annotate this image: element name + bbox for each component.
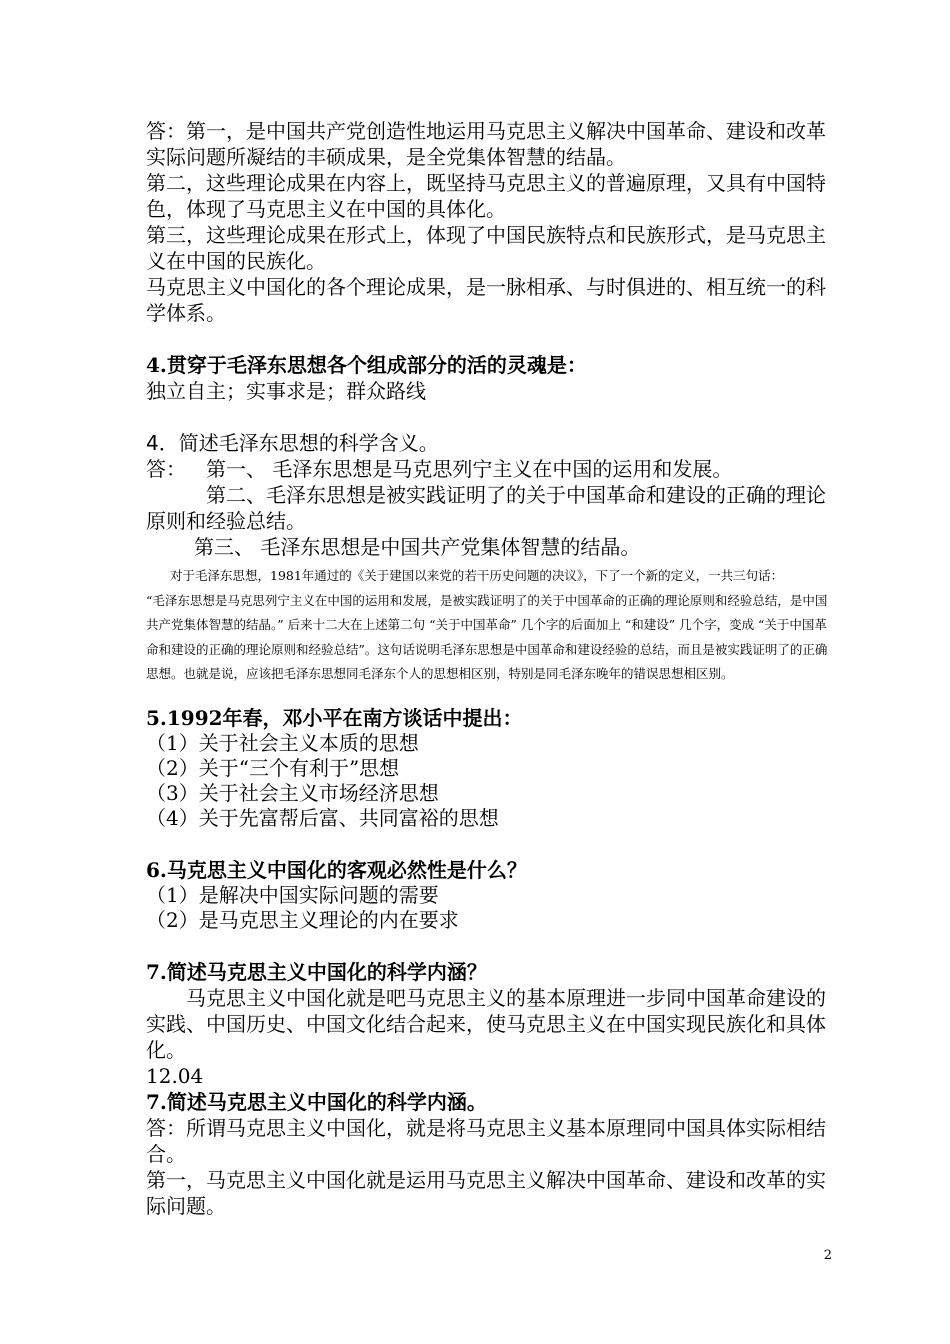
section4b-answer-row — [146, 456, 838, 482]
page-content — [146, 118, 838, 1219]
section7b-heading: 7.简述马克思主义中国化的科学内涵。 — [146, 1089, 487, 1114]
section5-item-4: （4）关于先富帮后富、共同富裕的思想 — [146, 805, 499, 830]
section4b-point3: 第三、 毛泽东思想是中国共产党集体智慧的结晶。 — [194, 535, 641, 559]
spacer — [146, 326, 838, 352]
section6-item-2: （2）是马克思主义理论的内在要求 — [146, 907, 459, 932]
section3-para4: 马克思主义中国化的各个理论成果，是一脉相承、与时俱进的、相互统一的科学体系。 — [146, 275, 826, 325]
section3-para3: 第三，这些理论成果在形式上，体现了中国民族特点和民族形式，是马克思主义在中国的民族化。 — [146, 223, 826, 273]
section5-item-2: （2）关于“三个有利于”思想 — [146, 755, 400, 780]
section3-para2: 第二，这些理论成果在内容上，既坚持马克思主义的普遍原理，又具有中国特色，体现了马克思主义在中国的具体化。 — [146, 171, 826, 221]
section7b-answer: 答：所谓马克思主义中国化，就是将马克思主义基本原理同中国具体实际相结合。 — [146, 1115, 826, 1166]
spacer — [146, 404, 838, 430]
section5-item-1: （1）关于社会主义本质的思想 — [146, 730, 419, 755]
answer-label: 答： — [146, 457, 186, 481]
section7a-date: 12.04 — [146, 1063, 204, 1088]
section4a-answer: 独立自主；实事求是；群众路线 — [146, 379, 426, 403]
page-number: 2 — [823, 1248, 832, 1263]
section4a-heading: 4.贯穿于毛泽东思想各个组成部分的活的灵魂是： — [146, 353, 587, 377]
section4b-point2: 第二、毛泽东思想是被实践证明了的关于中国革命和建设的正确的理论原则和经验总结。 — [146, 483, 826, 533]
section5-item-3: （3）关于社会主义市场经济思想 — [146, 780, 439, 805]
spacer — [146, 831, 838, 857]
spacer — [146, 933, 838, 959]
section7b-point1: 第一，马克思主义中国化就是运用马克思主义解决中国革命、建设和改革的实际问题。 — [146, 1167, 826, 1218]
section4b-note1: 对于毛泽东思想，1981年通过的《关于建国以来党的若干历史问题的决议》，下了一个新的定义，一共三句话： — [170, 568, 784, 583]
section4b-note2: “毛泽东思想是马克思列宁主义在中国的运用和发展，是被实践证明了的关于中国革命的正确的理论原则和经验总结，是中国共产党集体智慧的结晶。” 后来十二大在上述第二句 “关于中国革命” 几个字的后面加上 “和建设” 几个字，变成 “关于中国革命和建设的正确的理论原则和经验总结”。这句话说明毛泽东思想是中国革命和建设经验的总结，而且是被实践证明了的正确思想。也就是说，应该把毛泽东思想同毛泽东个人的思想相区别，特别是同毛泽东晚年的错误思想相区别。 — [146, 592, 828, 681]
section4b-heading: 4．简述毛泽东思想的科学含义。 — [146, 431, 439, 455]
spacer — [146, 687, 838, 705]
section7a-heading: 7.简述马克思主义中国化的科学内涵？ — [146, 959, 487, 984]
section5-heading: 5.1992年春，邓小平在南方谈话中提出： — [146, 705, 523, 730]
section4b-point1: 第一、 毛泽东思想是马克思列宁主义在中国的运用和发展。 — [206, 457, 733, 481]
section3-para1: 答：第一，是中国共产党创造性地运用马克思主义解决中国革命、建设和改革实际问题所凝结的丰硕成果，是全党集体智慧的结晶。 — [146, 119, 826, 169]
section7a-body: 马克思主义中国化就是吧马克思主义的基本原理进一步同中国革命建设的实践、中国历史、中国文化结合起来，使马克思主义在中国实现民族化和具体化。 — [146, 985, 826, 1062]
section6-item-1: （1）是解决中国实际问题的需要 — [146, 882, 439, 907]
section6-heading: 6.马克思主义中国化的客观必然性是什么？ — [146, 857, 527, 882]
